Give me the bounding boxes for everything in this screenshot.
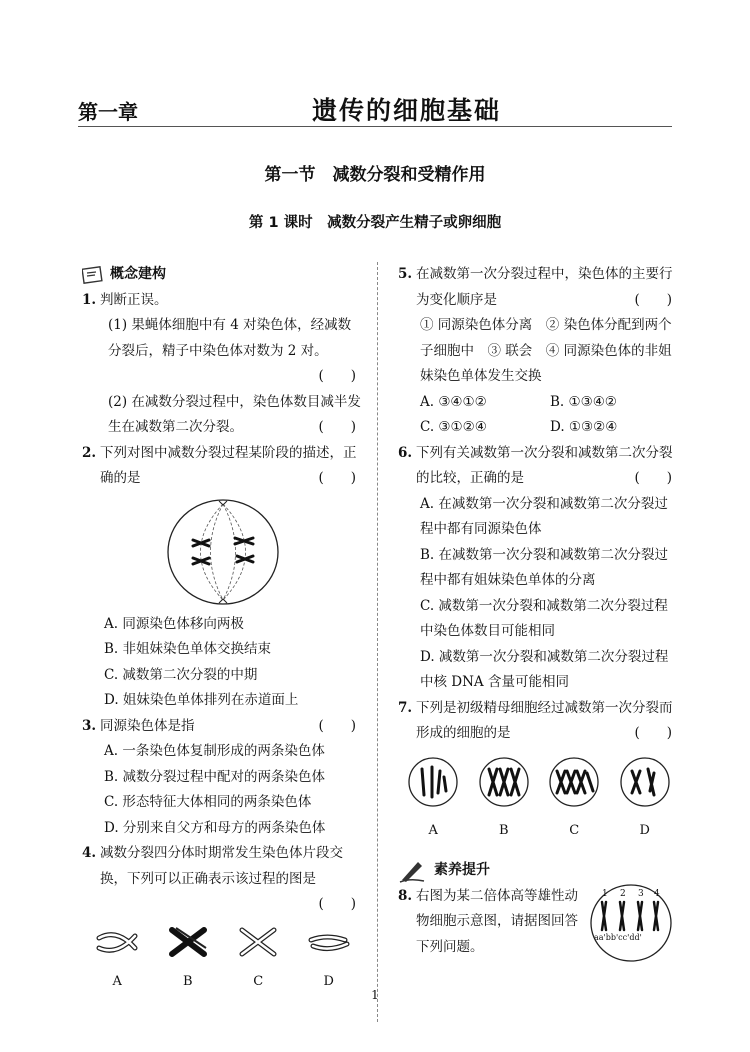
q1-sub1: (1) 果蝇体细胞中有 4 对染色体，经减数分裂后，精子中染色体对数为 2 对。 — [108, 317, 352, 359]
q7-fig-c[interactable] — [547, 755, 601, 844]
notebook-icon — [82, 266, 104, 284]
q5-number: 5. — [398, 266, 413, 282]
crossover-figure-b — [166, 924, 210, 960]
left-column — [82, 262, 364, 995]
section-title: 第一节 减数分裂和受精作用 — [264, 165, 486, 185]
q6-option-d[interactable]: D. 减数第一次分裂和减数第二次分裂过程中核 DNA 含量可能相同 — [420, 648, 669, 690]
q2-option-d[interactable]: D. 姐妹染色单体排列在赤道面上 — [104, 692, 299, 708]
q2-option-a[interactable]: A. 同源染色体移向两极 — [104, 615, 244, 632]
q7-number: 7. — [398, 699, 413, 716]
q8-fig-num-2: 2 — [620, 888, 626, 899]
column-divider — [377, 262, 378, 1022]
q2-number: 2. — [82, 444, 97, 461]
q6-option-b[interactable]: B. 在减数第一次分裂和减数第二次分裂过程中都有姐妹染色单体的分离 — [420, 546, 669, 588]
q8-fig-num-4: 4 — [654, 888, 660, 899]
crossover-figure-a — [95, 924, 139, 960]
question-8 — [398, 884, 680, 961]
q3-option-c[interactable]: C. 形态特征大体相同的两条染色体 — [104, 794, 312, 810]
q1-stem: 判断正误。 — [100, 291, 168, 308]
lesson-title: 第 1 课时 减数分裂产生精子或卵细胞 — [248, 215, 502, 231]
q1-number: 1. — [82, 291, 97, 308]
q8-cell-figure — [588, 882, 674, 964]
q3-option-b[interactable]: B. 减数分裂过程中配对的两条染色体 — [104, 768, 326, 785]
q3-option-d[interactable]: D. 分别来自父方和母方的两条染色体 — [104, 819, 326, 836]
q8-fig-num-1: 1 — [602, 888, 608, 899]
q3-number: 3. — [82, 717, 97, 734]
q5-option-d[interactable]: D. ①③②④ — [550, 419, 618, 435]
q4-fig-b[interactable] — [166, 924, 210, 995]
q5-option-c[interactable]: C. ③①②④ — [420, 419, 487, 435]
q4-fig-d[interactable] — [307, 924, 351, 995]
q6-answer[interactable]: ( ) — [634, 470, 672, 486]
q3-answer[interactable]: ( ) — [318, 717, 356, 734]
q7-label-d: D — [639, 823, 650, 838]
page-number: 1 — [371, 988, 379, 1002]
meiosis-cell-figure — [163, 496, 283, 608]
q7-fig-a[interactable] — [406, 755, 460, 844]
q8-fig-num-3: 3 — [638, 888, 644, 899]
q2-option-c[interactable]: C. 减数第二次分裂的中期 — [104, 666, 258, 683]
q7-fig-d[interactable] — [618, 755, 672, 844]
q8-text — [398, 884, 591, 961]
cell-figure-b — [477, 755, 531, 809]
literacy-heading-label: 素养提升 — [434, 861, 490, 878]
q1-sub1-answer[interactable]: ( ) — [318, 368, 356, 384]
chapter-title: 遗传的细胞基础 — [312, 96, 502, 125]
q8-stem: 右图为某二倍体高等雄性动物细胞示意图，请据图回答下列问题。 — [416, 887, 578, 955]
q2-answer[interactable]: ( ) — [318, 470, 356, 486]
question-1 — [82, 288, 364, 314]
q1-sub2-text: (2) 在减数分裂过程中，染色体数目减半发生在减数第二次分裂。 — [108, 393, 361, 435]
q5-options-row1 — [398, 390, 680, 416]
q4-label-b: B — [182, 974, 193, 989]
concept-heading — [82, 262, 364, 288]
q4-stem: 减数分裂四分体时期常发生染色体片段交换，下列可以正确表示该过程的图是 — [100, 845, 343, 887]
header-rule — [78, 126, 672, 127]
q3-option-a[interactable]: A. 一条染色体复制形成的两条染色体 — [104, 743, 325, 759]
crossover-figure-d — [307, 924, 351, 960]
q1-sub2-answer[interactable]: ( ) — [318, 419, 356, 435]
crossover-figure-c — [236, 924, 280, 960]
q1-sub2 — [82, 390, 364, 441]
q5-option-a[interactable]: A. ③④①② — [420, 393, 487, 410]
pen-icon — [398, 858, 428, 884]
q4-label-a: A — [112, 974, 122, 989]
q8-number: 8. — [398, 887, 413, 904]
question-5 — [398, 262, 680, 313]
q6-option-c[interactable]: C. 减数第一次分裂和减数第二次分裂过程中染色体数目可能相同 — [420, 597, 668, 639]
q5-body: ① 同源染色体分离 ② 染色体分配到两个子细胞中 ③ 联会 ④ 同源染色体的非姐妹染色单体发生交换 — [420, 317, 672, 384]
q4-fig-c[interactable] — [236, 924, 280, 995]
q7-label-c: C — [569, 823, 580, 838]
q4-figures — [82, 924, 364, 995]
question-3 — [82, 714, 364, 740]
q2-figure — [82, 492, 364, 612]
question-6 — [398, 441, 680, 492]
q4-label-d: D — [323, 974, 334, 989]
cell-figure-a — [406, 755, 460, 809]
question-2 — [82, 441, 364, 492]
cell-figure-d — [618, 755, 672, 809]
q6-number: 6. — [398, 444, 413, 461]
q5-answer[interactable]: ( ) — [634, 291, 672, 308]
q6-stem: 下列有关减数第一次分裂和减数第二次分裂的比较，正确的是 — [416, 444, 673, 486]
q7-label-a: A — [428, 823, 438, 838]
q3-stem: 同源染色体是指 — [100, 717, 195, 734]
q7-answer[interactable]: ( ) — [634, 725, 672, 741]
q4-number: 4. — [82, 845, 97, 861]
q4-answer[interactable]: ( ) — [318, 896, 356, 912]
q7-figures — [398, 755, 680, 844]
q5-options-row2 — [398, 415, 680, 441]
q5-option-b[interactable]: B. ①③④② — [550, 393, 617, 410]
cell-figure-c — [547, 755, 601, 809]
literacy-heading — [398, 858, 680, 884]
q7-stem: 下列是初级精母细胞经过减数第一次分裂而形成的细胞的是 — [416, 699, 673, 741]
question-4 — [82, 841, 364, 892]
right-column — [398, 262, 680, 960]
q8-fig-genes: aa'bb'cc'dd' — [594, 932, 642, 942]
q4-fig-a[interactable] — [95, 924, 139, 995]
q7-fig-b[interactable] — [477, 755, 531, 844]
q2-option-b[interactable]: B. 非姐妹染色单体交换结束 — [104, 641, 272, 657]
question-7 — [398, 696, 680, 747]
q4-label-c: C — [253, 974, 264, 989]
q5-stem: 在减数第一次分裂过程中，染色体的主要行为变化顺序是 — [416, 266, 673, 308]
q2-stem: 下列对图中减数分裂过程某阶段的描述，正确的是 — [100, 444, 357, 486]
q6-option-a[interactable]: A. 在减数第一次分裂和减数第二次分裂过程中都有同源染色体 — [420, 495, 668, 537]
chapter-label: 第一章 — [78, 100, 138, 124]
q7-label-b: B — [498, 823, 509, 838]
concept-heading-label: 概念建构 — [110, 266, 166, 282]
